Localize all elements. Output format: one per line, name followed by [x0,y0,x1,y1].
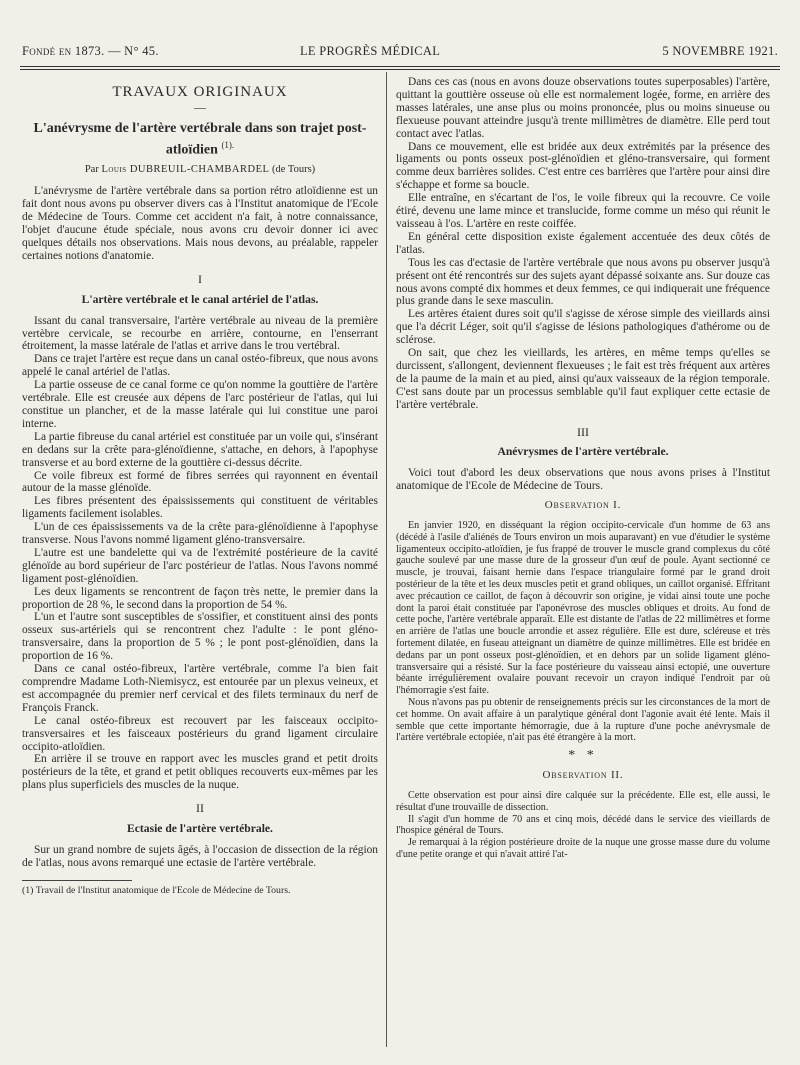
section-number-1: I [198,271,202,286]
observation-text: Nous n'avons pas pu obtenir de renseignements précis sur les circonstances de la mort de cet homme. On avait affaire à un paralytique général dont l'agonie avait été lente. Mais il semble que cette importante hémorragie, due à la rupture d'une poche anévrysmale de l'artère vertébrale ectopiée, n'ait pas été étrangère à la mort. [396,697,770,744]
paragraph: Issant du canal transversaire, l'artère vertébrale au niveau de la première vertèbre cervicale, se recourbe en arrière, contourne, en l'enserrant étroitement, la masse latérale de l'atlas et arrive dans le trou vertébral. [22,314,378,353]
observation-text: Je remarquai à la région postérieure droite de la nuque une grosse masse dure du volume d'une petite orange et qui n'avait attiré l'at- [396,837,770,861]
header-journal-title: LE PROGRÈS MÉDICAL [300,44,441,58]
paragraph: Les artères étaient dures soit qu'il s'agisse de xérose simple des vieillards ainsi que l'a décrit Léger, soit qu'il s'agisse de lésions pathologiques d'athérome ou de sclérose. [396,308,770,347]
running-header [22,44,778,62]
paragraph: Voici tout d'abord les deux observations que nous avons prises à l'Institut anatomique de l'Ecole de Médecine de Tours. [396,467,770,493]
header-founded: Fondé en 1873. — N° 45. [22,44,159,58]
paragraph: L'autre est une bandelette qui va de l'extrémité postérieure de la cavité glénoïde au bord supérieur de l'arc postérieur de l'atlas. Nous l'avons nommé ligament post-glénoïdien. [22,546,378,585]
paragraph: Dans ce mouvement, elle est bridée aux deux extrémités par la présence des ligaments ou ponts osseux post-glénoïdien et gléno-transversaire, qui forment comme deux barrières solides. C'est entre ces barrières que l'artère pour ainsi dire s'échappe et forme sa boucle. [396,140,770,192]
paragraph: Le canal ostéo-fibreux est recouvert par les faisceaux occipito-transversaires et les faisceaux postérieurs du grand ligament circulaire occipito-atloïdien. [22,714,378,753]
header-date: 5 NOVEMBRE 1921. [662,44,778,58]
paragraph: Dans ces cas (nous en avons douze observations toutes superposables) l'artère, quittant la gouttière osseuse où elle est normalement logée, forme, en arrière des masses latérales, une anse plus ou moins prononcée, plus ou moins sinueuse ou flexueuse pouvant atteindre jusqu'à trente millimètres de diamètre. Elle perd tout contact avec l'atlas. [396,76,770,140]
paragraph: Les fibres présentent des épaississements qui constituent de véritables ligaments facilement isolables. [22,495,378,521]
paragraph: Les deux ligaments se rencontrent de façon très nette, le premier dans la proportion de 28 %, le second dans la proportion de 54 %. [22,585,378,611]
observation-heading-2: Observation II. [542,769,624,782]
paragraph: En arrière il se trouve en rapport avec les muscles grand et petit droits postérieurs de la tête, et grand et petit obliques recouverts eux-mêmes par les plans plus superficiels des muscles de la nuque. [22,753,378,792]
subheading-3: Anévrysmes de l'artère vertébrale. [497,445,669,459]
paragraph: La partie fibreuse du canal artériel est constituée par un voile qui, s'insérant en dedans sur la crête para-glénoïdienne, s'attache, en dehors, à l'apophyse transverse et au bord externe de la gouttière ci-dessus décrite. [22,430,378,469]
paragraph: Elle entraîne, en s'écartant de l'os, le voile fibreux qui la recouvre. Ce voile étiré, devenu une lame mince et translucide, forme comme un méso qui réunit le vaisseau à l'os. L'artère en reste coiffée. [396,192,770,230]
paragraph: On sait, que chez les vieillards, les artères, en même temps qu'elles se durcissent, s'allongent, deviennent flexueuses ; le fait est très fréquent aux artères de la paume de la main et au pied, ainsi qu'aux vaisseaux de la région temporale. C'est sans doute par un processus semblable qu'il faut expliquer cette ectasie de l'artère vertébrale. [396,347,770,411]
paragraph: L'un et l'autre sont susceptibles de s'ossifier, et constituent ainsi des ponts osseux sus-artériels qui se rencontrent chez l'adulte : le pont gléno-transversaire, dans la proportion de 5 % ; le pont post-glénoïdien, dans la proportion de 16 %. [22,611,378,663]
paragraph: Tous les cas d'ectasie de l'artère vertébrale que nous avons pu observer jusqu'à présent ont été rencontrés sur des sujets ayant dépassé soixante ans. Sur douze cas nous avons compté dix hommes et deux femmes, ce qui indiquerait une fréquence plus grande dans le sexe masculin. [396,256,770,308]
subheading-1: L'artère vertébrale et le canal artériel de l'atlas. [81,292,319,306]
header-rule [20,66,780,67]
paragraph: Ce voile fibreux est formé de fibres serrées qui rayonnent en éventail autour de la masse glénoïde. [22,469,378,495]
author-name: Louis DUBREUIL-CHAMBARDEL [101,164,270,176]
column-divider [386,72,387,1047]
section-title: TRAVAUX ORIGINAUX [112,84,288,100]
header-rule-double [20,69,780,70]
paragraph: La partie osseuse de ce canal forme ce qu'on nomme la gouttière de l'artère vertébrale. Elle est creusée aux dépens de l'arc postérieur de l'atlas, qui lui constitue un plancher, et de la masse latérale qui lui constitue une paroi interne. [22,379,378,430]
section-number-2: II [196,801,204,816]
footnote: (1) Travail de l'Institut anatomique de l'Ecole de Médecine de Tours. [22,884,291,896]
author-place: (de Tours) [272,164,316,176]
article-title [22,120,378,159]
paragraph: En général cette disposition existe également accentuée des deux côtés de l'atlas. [396,230,770,256]
observation-heading-1: Observation I. [544,499,622,512]
footnote-rule [22,880,132,881]
observation-text: Il s'agit d'un homme de 70 ans et cinq mois, décédé dans le service des vieillards de l'hospice général de Tours. [396,813,770,837]
subheading-2: Ectasie de l'artère vertébrale. [127,822,273,836]
section-number-3: III [577,424,589,439]
author-prefix: Par [84,164,99,176]
asterism: * * [568,748,598,764]
article-title-text: L'anévrysme de l'artère vertébrale dans son trajet post-atloïdien [33,120,367,158]
author-line [22,164,378,177]
observation-text: Cette observation est pour ainsi dire calquée sur la précédente. Elle est, elle aussi, le résultat d'une trouvaille de dissection. [396,790,770,813]
observation-text: En janvier 1920, en disséquant la région occipito-cervicale d'un homme de 63 ans (décédé à l'asile d'aliénés de Tours environ un mois auparavant) en vue d'étudier le système ligamenteux occipito-atloïdien, je fus frappé de trouver le muscle grand complexus du côté gauche soulevé par une masse dure de la grosseur d'un œuf de poule. Ayant sectionné ce muscle, je trouvai, faisant hernie dans l'espace triangulaire formé par le grand droit postérieur de la tête et les deux muscles petit et grand obliques, un caillot organisé. Effritant avec précaution ce caillot, de façon à découvrir son origine, je vidai ainsi toute une poche dont la paroi était constituée par l'aponévrose des muscles obliques et droits. Au fond de cette poche, l'artère vertébrale apparaît. Elle est distante de l'atlas de 22 millimètres et forme en arrière de l'atlas une boucle arrondie et assez régulière. Elle est dure, scléreuse et très fortement dilatée, en fuseau atteignant un diamètre de quinze millimètres. Elle est bridée en dedans par un pont osseux post-glénoïdien, et en dehors par un solide ligament gléno-transversaire qui a résisté. Sur la face postérieure du vaisseau ainsi ectopié, une ouverture béante irrégulièrement ovalaire pouvant recevoir un crayon indiqué l'endroit par où l'hémorragie s'est faite. [396,520,770,697]
paragraph: Dans ce trajet l'artère est reçue dans un canal ostéo-fibreux, que nous avons appelé le canal artériel de l'atlas. [22,353,378,379]
paragraph: Sur un grand nombre de sujets âgés, à l'occasion de dissection de la région de l'atlas, nous avons remarqué une ectasie de l'artère vertébrale. [22,843,378,869]
paragraph: Dans ce canal ostéo-fibreux, l'artère vertébrale, comme l'a bien fait comprendre Madame Loth-Niemisycz, est entourée par un plexus veineux, et est accompagnée du premier nerf cervical et des filets terminaux du nerf de François Franck. [22,663,378,714]
paragraph-intro: L'anévrysme de l'artère vertébrale dans sa portion rétro atloïdienne est un fait dont nous avons pu observer divers cas à l'Institut anatomique de l'Ecole de Médecine de Tours. Comme cet accident n'a fait, à notre connaissance, l'objet d'aucune étude spéciale, nous avons cru devoir donner ici avec quelques détails nos observations. Mais nous devons, au préalable, rappeler certaines notions d'anatomie. [22,185,378,262]
left-column [22,76,378,896]
paragraph: L'un de ces épaississements va de la crête para-glénoïdienne à l'apophyse transverse. Nous l'avons nommé ligament gléno-transversaire. [22,521,378,547]
section-dash: — [194,99,206,114]
footnote-ref: (1). [221,139,235,150]
right-column [396,76,770,861]
